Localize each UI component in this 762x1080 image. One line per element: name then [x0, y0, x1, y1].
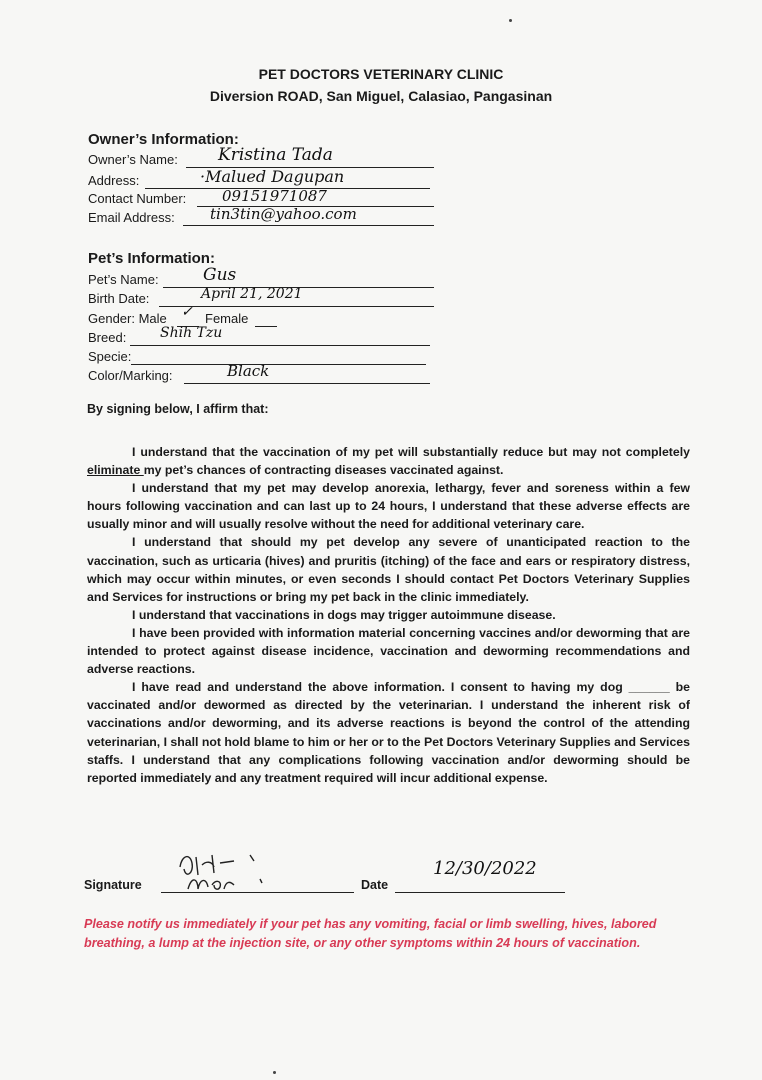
date-label: Date [361, 878, 389, 892]
gender-male-label: Gender: Male [88, 311, 167, 326]
clinic-address: Diversion ROAD, San Miguel, Calasiao, Pangasinan [209, 88, 553, 104]
birth-date-line [159, 306, 434, 307]
signature-label: Signature [84, 878, 142, 892]
breed-line [130, 345, 430, 346]
pet-name-label: Pet’s Name: [88, 272, 159, 287]
email-address-value: tin3tin@yahoo.com [210, 205, 357, 223]
specie-label: Specie: [88, 349, 132, 364]
color-marking-line [184, 383, 430, 384]
specie-line [131, 364, 426, 365]
email-address-line [183, 225, 434, 226]
color-marking-label: Color/Marking: [88, 368, 173, 383]
affirm-intro: By signing below, I affirm that: [87, 402, 269, 416]
affirm-paragraph-4: I understand that vaccinations in dogs may trigger autoimmune disease. [132, 607, 556, 622]
birth-date-label: Birth Date: [88, 291, 150, 306]
breed-value: Shih Tzu [160, 325, 223, 341]
gender-male-check: ✓ [181, 304, 193, 320]
gender-female-label: Female [205, 311, 249, 326]
pet-section-title: Pet’s Information: [88, 250, 215, 267]
affirm-paragraph-6: I have read and understand the above information. I consent to having my dog ______ be vaccinated and/or dewormed as directed by the veterinarian. I understand the inherent risk of vaccinations and/or deworming, and its adverse reactions is beyond the control of the attending veterinarian, I shall not hold blame to him or her or to the Pet Doctors Veterinary Supplies and Services staffs. I understand that any complications following vaccination and/or deworming should be reported immediately and any treatment required will incur additional expense. [87, 680, 690, 785]
breed-label: Breed: [88, 330, 127, 345]
affirm-paragraph-1: I understand that the vaccination of my pet will substantially reduce but may not completely eliminate my pet’s chances of contracting diseases vaccinated against. [87, 445, 690, 478]
owner-name-value: Kristina Tada [218, 145, 333, 165]
affirm-paragraph-5: I have been provided with information material concerning vaccines and/or deworming that are intended to protect against disease incidence, vaccination and deworming recommendations and adverse reactions. [87, 625, 690, 677]
handwritten-signature [168, 845, 278, 895]
affirm-paragraph-3: I understand that should my pet develop any severe of unanticipated reaction to the vaccination, such as urticaria (hives) and pruritis (itching) of the face and ears or respiratory distress, which may occur within minutes, or even seconds I should contact Pet Doctors Veterinary Supplies and Services for instructions or bring my pet back in the clinic immediately. [87, 535, 690, 604]
date-line [395, 892, 565, 893]
owner-name-label: Owner’s Name: [88, 152, 178, 167]
scan-speck [509, 19, 512, 22]
owner-address-label: Address: [88, 173, 140, 188]
affirm-paragraph-2: I understand that my pet may develop anorexia, lethargy, fever and soreness within a few hours following vaccination and can last up to 24 hours, I understand that these adverse effects are usually minor and will usually resolve without the need for additional veterinary care. [87, 481, 690, 532]
clinic-name: PET DOCTORS VETERINARY CLINIC [258, 66, 504, 82]
contact-number-label: Contact Number: [88, 191, 187, 206]
affirmation-paragraphs [87, 443, 690, 787]
owner-address-value: ·Malued Dagupan [200, 167, 345, 186]
date-value: 12/30/2022 [433, 858, 537, 879]
contact-number-value: 09151971087 [222, 187, 327, 205]
post-vaccination-notice: Please notify us immediately if your pet has any vomiting, facial or limb swelling, hives, labored breathing, a lump at the injection site, or any other symptoms within 24 hours of vaccination. [84, 917, 657, 950]
gender-female-line [255, 326, 277, 327]
color-marking-value: Black [227, 362, 270, 380]
email-address-label: Email Address: [88, 210, 175, 225]
pet-name-value: Gus [203, 265, 237, 285]
owner-section-title: Owner’s Information: [88, 131, 239, 148]
scan-speck [273, 1071, 276, 1074]
birth-date-value: April 21, 2021 [201, 286, 303, 302]
